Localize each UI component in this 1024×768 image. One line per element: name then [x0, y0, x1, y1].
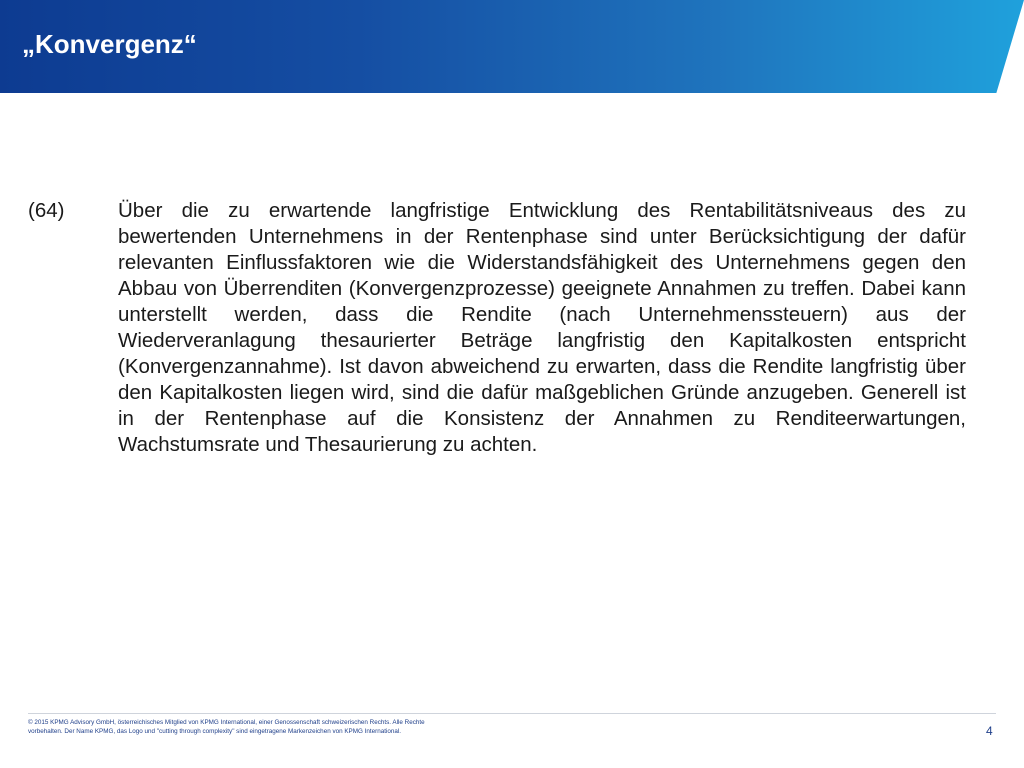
footer-copyright: © 2015 KPMG Advisory GmbH, österreichisches Mitglied von KPMG International, einer Genossenschaft schweizerischen Rechts. Alle Rechte vorbehalten. Der Name KPMG, das Logo und "cutting through complexity" sind eingetragene Markenzeichen von KPMG International. [28, 719, 425, 735]
slide-title: „Konvergenz“ [22, 29, 197, 59]
paragraph-number: (64) [28, 199, 65, 222]
footer-divider [28, 713, 996, 714]
page-number: 4 [986, 724, 993, 738]
paragraph-text: Über die zu erwartende langfristige Entwicklung des Rentabilitätsniveaus des zu bewertenden Unternehmens in der Rentenphase sind unter Berücksichtigung der dafür relevanten Einflussfaktoren wie die Widerstandsfähigkeit des Unternehmens gegen den Abbau von Überrenditen (Konvergenzprozesse) geeignete Annahmen zu treffen. Dabei kann unterstellt werden, dass die Rendite (nach Unternehmenssteuern) aus der Wiederveranlagung thesaurierter Beträge langfristig den Kapitalkosten entspricht (Konvergenzannahme). Ist davon abweichend zu erwarten, dass die Rendite langfristig über den Kapitalkosten liegen wird, sind die dafür maßgeblichen Gründe anzugeben. Generell ist in der Rentenphase auf die Konsistenz der Annahmen zu Renditeerwartungen, Wachstumsrate und Thesaurierung zu achten. [118, 199, 966, 456]
